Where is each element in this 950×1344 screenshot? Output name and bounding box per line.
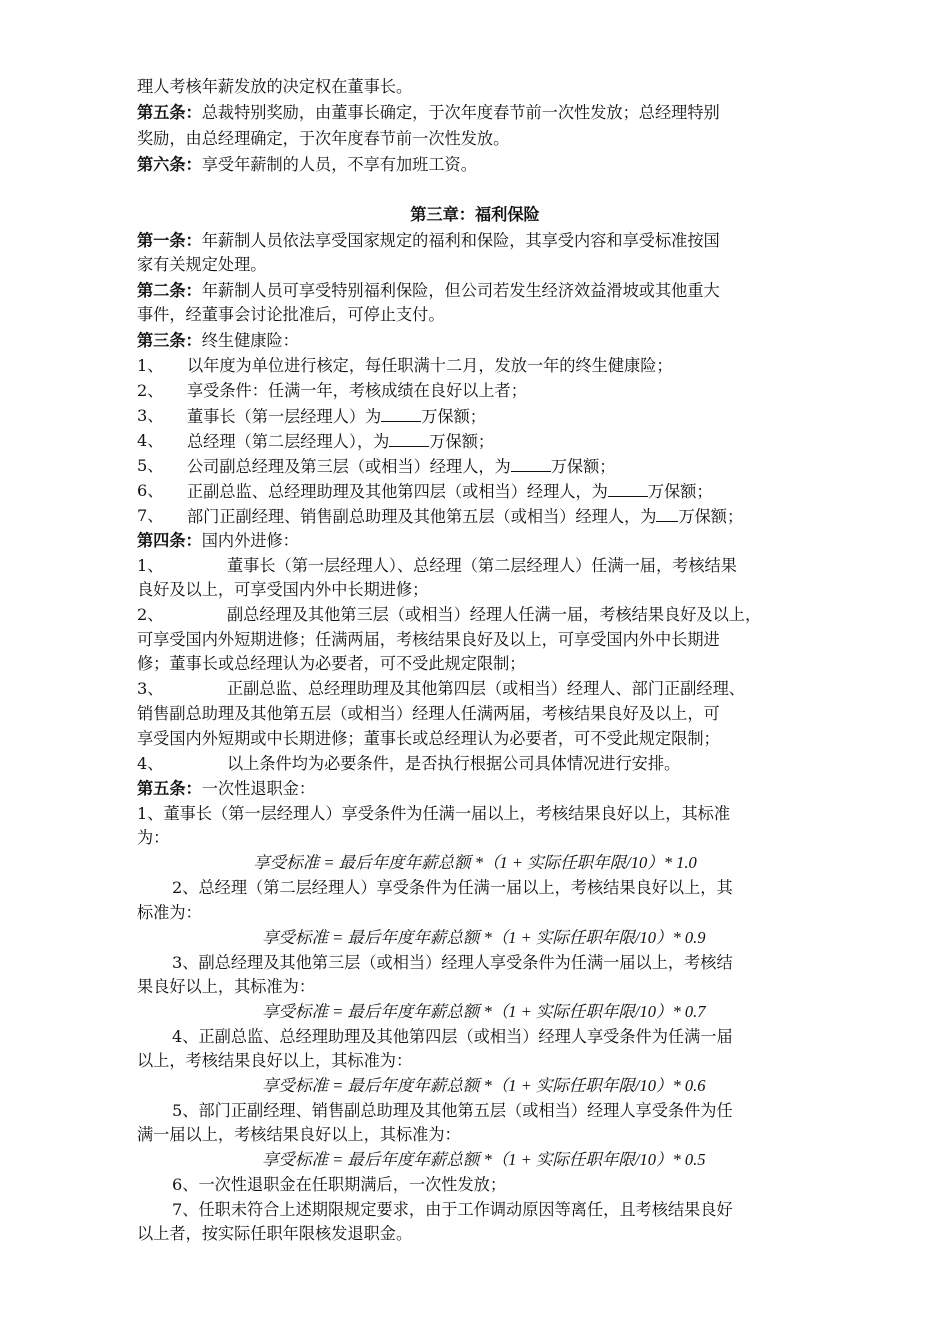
paragraph-line: 修；董事长或总经理认为必要者，可不受此规定限制； — [137, 654, 526, 673]
list-number: 4、 — [137, 754, 164, 773]
article-5-line: 第五条：一次性退职金： — [137, 779, 316, 798]
blank-underline — [389, 429, 429, 447]
article-6-line: 第六条：享受年薪制的人员，不享有加班工资。 — [137, 155, 477, 174]
blank-underline — [511, 454, 551, 472]
article-2-line: 第二条：年薪制人员可享受特别福利保险，但公司若发生经济效益滑坡或其他重大 — [137, 281, 720, 300]
blank-underline — [381, 404, 421, 422]
list-item — [137, 379, 164, 403]
list-item — [137, 752, 164, 776]
article-label: 第五条： — [137, 779, 202, 798]
paragraph-line: 满一届以上，考核结果良好以上，其标准为： — [137, 1125, 461, 1144]
article-label: 第三条： — [137, 331, 202, 350]
paragraph-line: 标准为： — [137, 903, 202, 922]
article-label: 第五条： — [137, 103, 202, 122]
paragraph-line: 理人考核年薪发放的决定权在董事长。 — [137, 77, 413, 96]
list-number: 3、 — [137, 679, 164, 698]
list-item — [137, 404, 164, 428]
list-item — [137, 354, 164, 378]
list-item — [137, 677, 164, 701]
article-label: 第六条： — [137, 155, 202, 174]
formula-line: 享受标准 = 最后年度年薪总额 *（1 + 实际任职年限/10）* 0.6 — [262, 1076, 706, 1095]
formula-line: 享受标准 = 最后年度年薪总额 *（1 + 实际任职年限/10）* 0.7 — [262, 1002, 706, 1021]
list-number: 6、 — [137, 481, 164, 500]
list-number: 2、 — [137, 381, 164, 400]
list-item — [137, 429, 164, 453]
list-item — [137, 554, 164, 578]
paragraph-line: 2、总经理（第二层经理人）享受条件为任满一届以上，考核结果良好以上，其 — [172, 878, 733, 897]
paragraph-line: 为： — [137, 828, 170, 847]
list-item-text: 副总经理及其他第三层（或相当）经理人任满一届，考核结果良好及以上， — [227, 605, 762, 624]
paragraph-line: 5、部门正副经理、销售副总助理及其他第五层（或相当）经理人享受条件为任 — [172, 1101, 733, 1120]
paragraph-line: 享受国内外短期或中长期进修；董事长或总经理认为必要者，可不受此规定限制； — [137, 729, 720, 748]
list-number: 5、 — [137, 456, 164, 475]
article-label: 第一条： — [137, 231, 202, 250]
list-item-text: 正副总监、总经理助理及其他第四层（或相当）经理人，为 万保额； — [187, 479, 713, 504]
list-number: 7、 — [137, 506, 164, 525]
list-item-text: 正副总监、总经理助理及其他第四层（或相当）经理人、部门正副经理、 — [227, 679, 745, 698]
list-number: 2、 — [137, 605, 164, 624]
list-number: 4、 — [137, 431, 164, 450]
article-4-line: 第四条：国内外进修： — [137, 531, 299, 550]
paragraph-line: 销售副总助理及其他第五层（或相当）经理人任满两届，考核结果良好及以上，可 — [137, 704, 720, 723]
chapter-title: 第三章：福利保险 — [410, 205, 540, 224]
paragraph-line: 3、副总经理及其他第三层（或相当）经理人享受条件为任满一届以上，考核结 — [172, 953, 733, 972]
list-item — [137, 504, 164, 528]
article-5-line: 第五条：总裁特别奖励，由董事长确定，于次年度春节前一次性发放；总经理特别 — [137, 103, 720, 122]
paragraph-line: 4、正副总监、总经理助理及其他第四层（或相当）经理人享受条件为任满一届 — [172, 1027, 733, 1046]
article-1-line: 第一条：年薪制人员依法享受国家规定的福利和保险，其享受内容和享受标准按国 — [137, 231, 720, 250]
list-item-text: 董事长（第一层经理人）、总经理（第二层经理人）任满一届，考核结果 — [227, 556, 737, 575]
list-number: 3、 — [137, 406, 164, 425]
list-item-text: 公司副总经理及第三层（或相当）经理人，为 万保额； — [187, 454, 616, 479]
list-item-text: 董事长（第一层经理人）为 万保额； — [187, 404, 486, 429]
list-item — [137, 479, 164, 503]
paragraph-line: 可享受国内外短期进修；任满两届，考核结果良好及以上，可享受国内外中长期进 — [137, 630, 720, 649]
formula-line: 享受标准 = 最后年度年薪总额 *（1 + 实际任职年限/10）* 1.0 — [253, 853, 697, 872]
article-label: 第四条： — [137, 531, 202, 550]
list-number: 1、 — [137, 356, 164, 375]
blank-underline — [656, 504, 678, 522]
list-number: 1、 — [137, 556, 164, 575]
paragraph-line: 奖励，由总经理确定，于次年度春节前一次性发放。 — [137, 129, 510, 148]
list-item — [137, 454, 164, 478]
list-item-text: 享受条件：任满一年，考核成绩在良好以上者； — [187, 381, 527, 400]
paragraph-line: 家有关规定处理。 — [137, 255, 267, 274]
paragraph-line: 以上，考核结果良好以上，其标准为： — [137, 1051, 413, 1070]
list-item-text: 以上条件均为必要条件，是否执行根据公司具体情况进行安排。 — [227, 754, 681, 773]
article-label: 第二条： — [137, 281, 202, 300]
blank-underline — [608, 479, 648, 497]
paragraph-line: 6、一次性退职金在任职期满后，一次性发放； — [172, 1175, 507, 1194]
list-item — [137, 603, 164, 627]
formula-line: 享受标准 = 最后年度年薪总额 *（1 + 实际任职年限/10）* 0.9 — [262, 928, 706, 947]
paragraph-line: 7、任职未符合上述期限规定要求，由于工作调动原因等离任，且考核结果良好 — [172, 1200, 733, 1219]
article-3-line: 第三条：终生健康险： — [137, 331, 299, 350]
paragraph-line: 事件，经董事会讨论批准后，可停止支付。 — [137, 305, 445, 324]
list-item-text: 部门正副经理、销售副总助理及其他第五层（或相当）经理人，为 万保额； — [187, 504, 743, 529]
paragraph-line: 良好及以上，可享受国内外中长期进修； — [137, 580, 429, 599]
list-item-text: 以年度为单位进行核定，每任职满十二月，发放一年的终生健康险； — [187, 356, 673, 375]
paragraph-line: 以上者，按实际任职年限核发退职金。 — [137, 1224, 413, 1243]
paragraph-line: 果良好以上，其标准为： — [137, 977, 316, 996]
paragraph-line: 1、董事长（第一层经理人）享受条件为任满一届以上，考核结果良好以上，其标准 — [137, 804, 731, 823]
formula-line: 享受标准 = 最后年度年薪总额 *（1 + 实际任职年限/10）* 0.5 — [262, 1150, 706, 1169]
list-item-text: 总经理（第二层经理人），为 万保额； — [187, 429, 494, 454]
